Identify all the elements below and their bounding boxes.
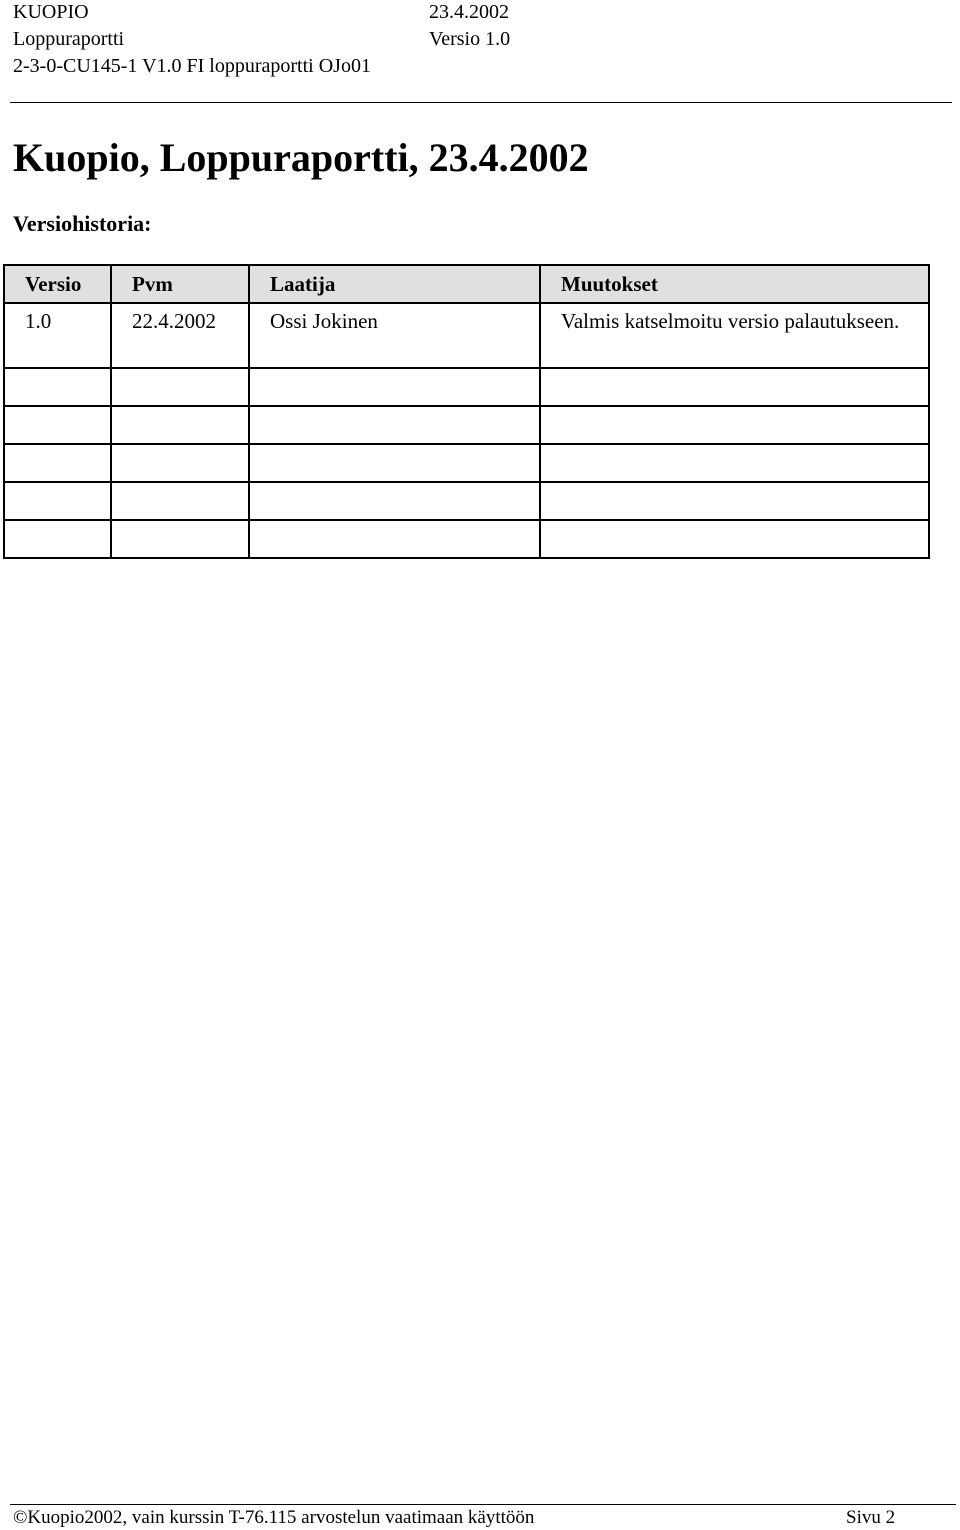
cell-author (249, 520, 540, 558)
version-history-table (3, 264, 930, 559)
header-version: Versio 1.0 (429, 28, 511, 50)
column-header-changes: Muutokset (540, 265, 929, 303)
table-row (4, 406, 929, 444)
cell-changes: Valmis katselmoitu versio palautukseen. (540, 303, 929, 368)
header-document-type: Loppuraportti (13, 28, 125, 50)
cell-version (4, 520, 111, 558)
cell-date (111, 482, 249, 520)
cell-author (249, 482, 540, 520)
cell-author (249, 444, 540, 482)
column-header-author: Laatija (249, 265, 540, 303)
table-row (4, 368, 929, 406)
page-header (13, 0, 951, 81)
footer-copyright: ©Kuopio2002, vain kurssin T-76.115 arvostelun vaatimaan käyttöön (13, 1507, 535, 1528)
header-organization: KUOPIO (13, 1, 89, 23)
cell-changes (540, 368, 929, 406)
header-document-id: 2-3-0-CU145-1 V1.0 FI loppuraportti OJo01 (13, 55, 371, 77)
cell-changes (540, 444, 929, 482)
document-title: Kuopio, Loppuraportti, 23.4.2002 (13, 135, 589, 180)
header-row (13, 54, 951, 81)
footer-divider (10, 1504, 956, 1505)
cell-changes (540, 520, 929, 558)
cell-author: Ossi Jokinen (249, 303, 540, 368)
table-row (4, 520, 929, 558)
cell-date (111, 520, 249, 558)
cell-version (4, 482, 111, 520)
cell-date (111, 444, 249, 482)
cell-date: 22.4.2002 (111, 303, 249, 368)
table-header-row (4, 265, 929, 303)
cell-changes (540, 406, 929, 444)
header-date: 23.4.2002 (429, 1, 509, 23)
header-divider (10, 102, 952, 103)
column-header-date: Pvm (111, 265, 249, 303)
cell-version (4, 406, 111, 444)
table-row (4, 444, 929, 482)
header-row (13, 0, 951, 27)
cell-author (249, 406, 540, 444)
cell-version (4, 444, 111, 482)
table-row (4, 303, 929, 368)
section-heading: Versiohistoria: (13, 211, 152, 236)
cell-date (111, 406, 249, 444)
cell-date (111, 368, 249, 406)
cell-version (4, 368, 111, 406)
cell-author (249, 368, 540, 406)
cell-changes (540, 482, 929, 520)
header-row (13, 27, 951, 54)
cell-version: 1.0 (4, 303, 111, 368)
table-row (4, 482, 929, 520)
footer-page-number: Sivu 2 (846, 1507, 896, 1528)
column-header-version: Versio (4, 265, 111, 303)
